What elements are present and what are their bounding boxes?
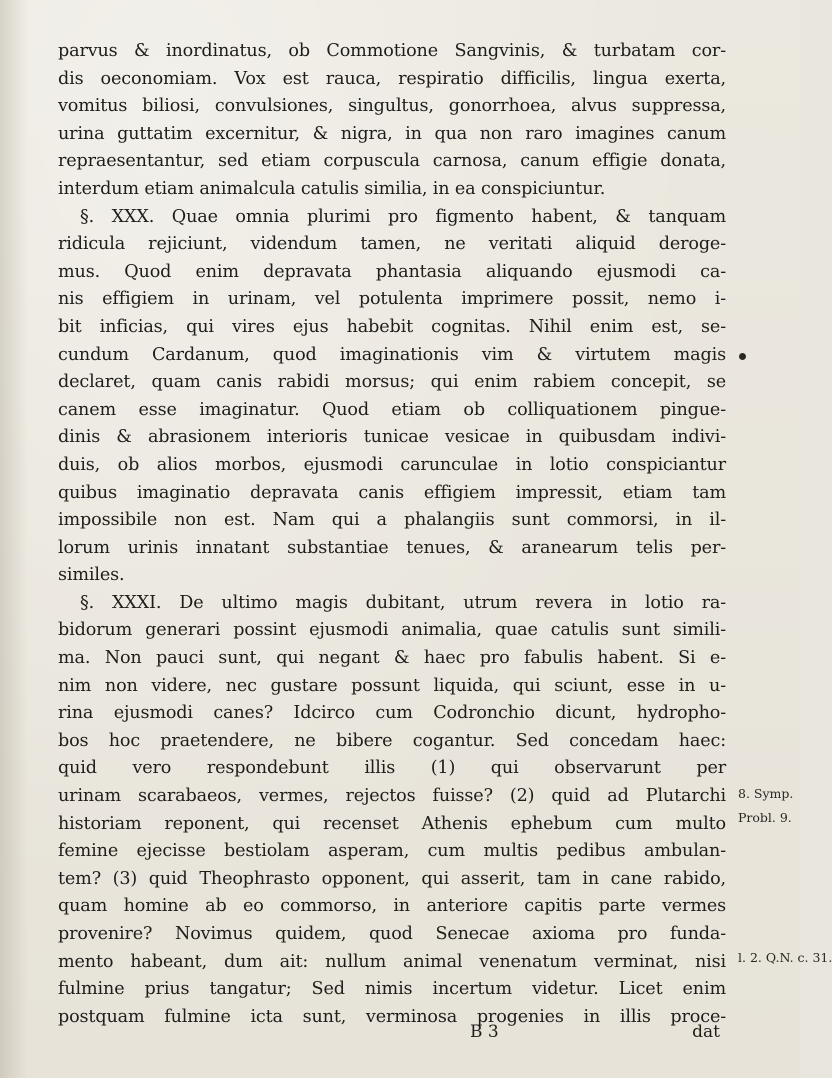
text-line: bos hoc praetendere, ne bibere cogantur. Sed concedam haec: bbox=[58, 730, 726, 751]
text-line: urina guttatim excernitur, & nigra, in qua non raro imagines canum bbox=[58, 123, 726, 144]
text-line: fulmine prius tangatur; Sed nimis incertum videtur. Licet enim bbox=[58, 979, 726, 1000]
text-line: parvus & inordinatus, ob Commotione Sangvinis, & turbatam cor- bbox=[58, 41, 726, 61]
page-gutter-shadow bbox=[0, 0, 28, 1078]
text-line: postquam fulmine icta sunt, verminosa progenies in illis proce- bbox=[58, 1006, 726, 1027]
text-line: quam homine ab eo commorso, in anteriore capitis parte vermes bbox=[58, 896, 726, 917]
text-line: tem? (3) quid Theophrasto opponent, qui asserit, tam in cane rabido, bbox=[58, 868, 726, 889]
text-line: historiam reponent, qui recenset Athenis ephebum cum multo bbox=[58, 813, 726, 834]
section-xxxi-heading-line: §. XXXI. De ultimo magis dubitant, utrum revera in lotio ra- bbox=[80, 592, 726, 613]
text-line: vomitus biliosi, convulsiones, singultus, gonorrhoea, alvus suppressa, bbox=[58, 96, 726, 117]
text-line: declaret, quam canis rabidi morsus; qui enim rabiem concepit, se bbox=[58, 372, 726, 393]
text-line: nis effigiem in urinam, vel potulenta imprimere possit, nemo i- bbox=[58, 289, 726, 310]
text-line: quid vero respondebunt illis (1) qui observarunt per bbox=[58, 758, 726, 779]
text-line: mus. Quod enim depravata phantasia aliquando ejusmodi ca- bbox=[58, 261, 726, 282]
ink-dot-mark bbox=[739, 353, 746, 360]
margin-note-problem: Probl. 9. bbox=[738, 810, 792, 825]
text-line: provenire? Novimus quidem, quod Senecae axioma pro funda- bbox=[58, 924, 726, 944]
text-line: dinis & abrasionem interioris tunicae vesicae in quibusdam indivi- bbox=[58, 427, 726, 448]
text-line: ma. Non pauci sunt, qui negant & haec pro fabulis habent. Si e- bbox=[58, 648, 726, 669]
text-line: repraesentantur, sed etiam corpuscula carnosa, canum effigie donata, bbox=[58, 151, 726, 172]
text-line: femine ejecisse bestiolam asperam, cum multis pedibus ambulan- bbox=[58, 841, 726, 862]
main-text-column bbox=[58, 38, 726, 1031]
text-line: dis oeconomiam. Vox est rauca, respiratio difficilis, lingua exerta, bbox=[58, 68, 726, 89]
text-line: urinam scarabaeos, vermes, rejectos fuisse? (2) quid ad Plutarchi bbox=[58, 786, 726, 807]
text-line: quibus imaginatio depravata canis effigiem impressit, etiam tam bbox=[58, 482, 726, 503]
margin-note-symposium: 8. Symp. bbox=[738, 786, 794, 801]
catchword: dat bbox=[692, 1022, 720, 1042]
margin-note-seneca-ref: l. 2. Q.N. c. 31. bbox=[738, 950, 832, 965]
text-line: interdum etiam animalcula catulis similia, in ea conspiciuntur. bbox=[58, 178, 606, 199]
text-line: bit inficias, qui vires ejus habebit cognitas. Nihil enim est, se- bbox=[58, 316, 726, 337]
page-footer bbox=[58, 1022, 726, 1048]
text-line: mento habeant, dum ait: nullum animal venenatum verminat, nisi bbox=[58, 951, 726, 972]
text-line: impossibile non est. Nam qui a phalangiis sunt commorsi, in il- bbox=[58, 510, 726, 531]
text-line: bidorum generari possint ejusmodi animalia, quae catulis sunt simili- bbox=[58, 620, 726, 641]
signature-mark: B 3 bbox=[470, 1022, 499, 1042]
section-xxx-heading-line: §. XXX. Quae omnia plurimi pro figmento habent, & tanquam bbox=[80, 206, 726, 227]
text-line: ridicula rejiciunt, videndum tamen, ne veritati aliquid deroge- bbox=[58, 234, 726, 255]
text-line: lorum urinis innatant substantiae tenues, & aranearum telis per- bbox=[58, 537, 726, 558]
text-line: cundum Cardanum, quod imaginationis vim & virtutem magis bbox=[58, 344, 726, 365]
text-line: duis, ob alios morbos, ejusmodi carunculae in lotio conspiciantur bbox=[58, 454, 726, 475]
text-line: canem esse imaginatur. Quod etiam ob colliquationem pingue- bbox=[58, 399, 726, 420]
text-line: nim non videre, nec gustare possunt liquida, qui sciunt, esse in u- bbox=[58, 675, 726, 696]
text-line: similes. bbox=[58, 565, 125, 586]
text-line: rina ejusmodi canes? Idcirco cum Codronchio dicunt, hydropho- bbox=[58, 703, 726, 724]
